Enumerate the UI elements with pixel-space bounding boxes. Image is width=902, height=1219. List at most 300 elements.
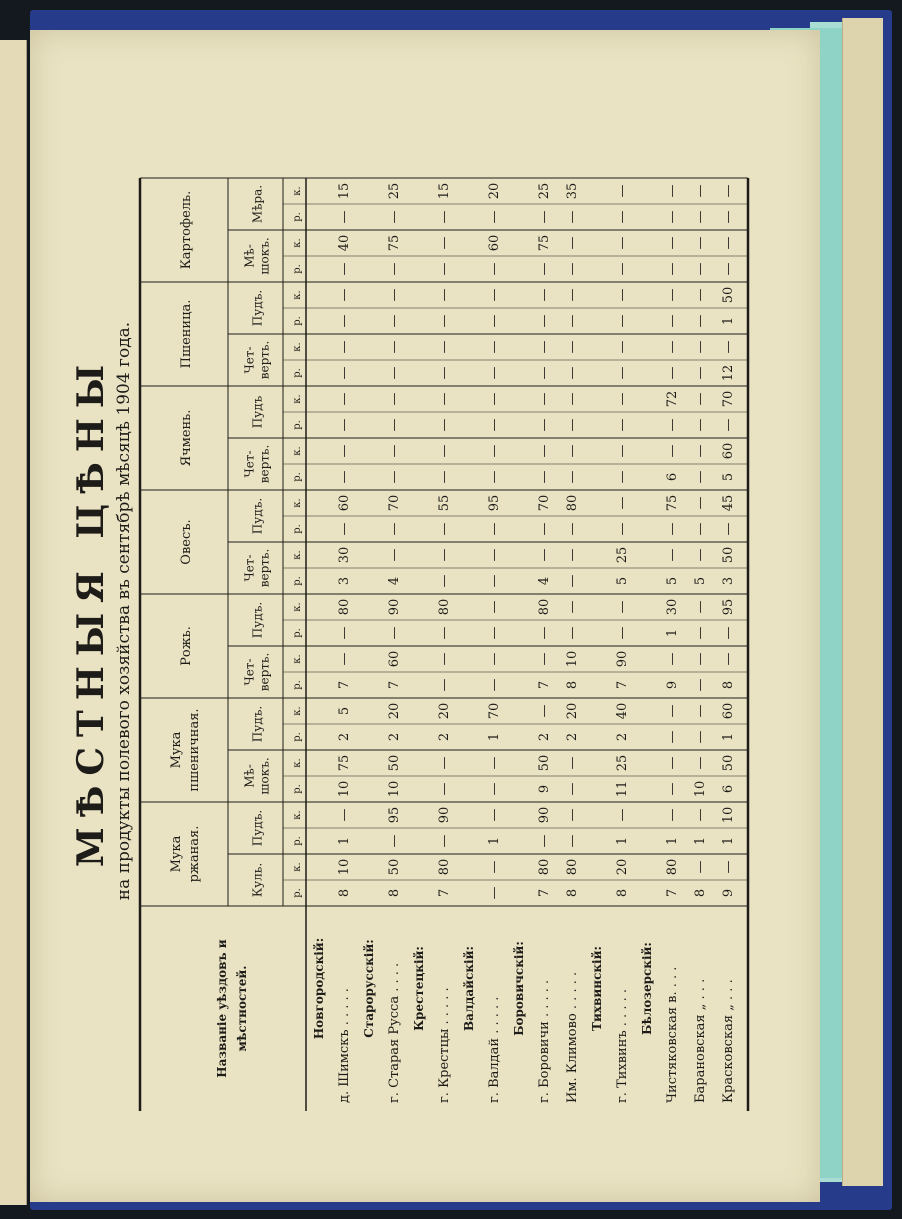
price-cell: —: [693, 366, 708, 380]
group-label: Рожь.: [179, 626, 194, 666]
unit-kopeks-label: к.: [292, 446, 303, 456]
price-table: [128, 151, 736, 1111]
price-cell: —: [537, 470, 552, 484]
place-name: Барановская „ . . .: [693, 978, 708, 1103]
price-cell: —: [437, 678, 452, 692]
price-cell: —: [387, 418, 402, 432]
price-cell: —: [565, 834, 580, 848]
place-name: г. Старая Русса . . . .: [387, 962, 402, 1103]
place-name: Им. Климово . . . . .: [565, 971, 580, 1103]
price-cell: —: [693, 210, 708, 224]
price-cell: —: [387, 288, 402, 302]
price-cell: 70: [487, 702, 502, 720]
price-cell: —: [337, 522, 352, 536]
price-cell: —: [565, 548, 580, 562]
price-cell: 20: [387, 702, 402, 720]
price-cell: —: [693, 652, 708, 666]
price-cell: —: [487, 860, 502, 874]
price-cell: 8: [387, 888, 402, 898]
price-cell: 80: [337, 598, 352, 616]
district-name: Тихвинскій:: [590, 946, 604, 1031]
unit-kopeks-label: к.: [292, 238, 303, 248]
price-cell: 8: [615, 888, 630, 898]
price-cell: —: [721, 652, 736, 666]
price-cell: 9: [665, 680, 680, 690]
price-cell: —: [387, 626, 402, 640]
price-cell: —: [337, 314, 352, 328]
price-cell: —: [487, 392, 502, 406]
price-cell: —: [565, 418, 580, 432]
unit-rubles-label: р.: [292, 628, 303, 638]
district-name: Бѣлозерскій:: [640, 942, 654, 1035]
price-cell: —: [437, 210, 452, 224]
place-name: г. Тихвинъ . . . . .: [615, 989, 630, 1103]
price-cell: —: [565, 470, 580, 484]
group-label: Ячмень.: [179, 409, 194, 467]
sub-header-label: верть.: [257, 340, 272, 380]
price-cell: —: [387, 834, 402, 848]
price-cell: —: [615, 236, 630, 250]
price-cell: —: [337, 470, 352, 484]
sub-header-label: верть.: [257, 652, 272, 692]
name-header-line-2: мѣстностей.: [235, 965, 249, 1052]
price-cell: —: [721, 626, 736, 640]
price-cell: 55: [437, 494, 452, 512]
price-cell: —: [693, 860, 708, 874]
left-page-edge: [0, 40, 27, 1205]
price-cell: —: [721, 262, 736, 276]
unit-kopeks-label: к.: [292, 498, 303, 508]
price-cell: 35: [565, 182, 580, 200]
sub-header-label: Мѣ-: [242, 244, 257, 268]
price-cell: —: [693, 730, 708, 744]
price-cell: 10: [693, 780, 708, 798]
price-cell: —: [693, 444, 708, 458]
price-cell: —: [437, 314, 452, 328]
price-cell: —: [665, 522, 680, 536]
price-cell: —: [693, 340, 708, 354]
price-cell: 75: [665, 494, 680, 512]
rotated-content: [70, 61, 770, 1111]
price-cell: 60: [337, 494, 352, 512]
price-cell: 25: [537, 182, 552, 200]
price-cell: 60: [721, 442, 736, 460]
district-name: Валдайскій:: [462, 946, 476, 1031]
price-cell: 1: [721, 836, 736, 846]
price-cell: 75: [537, 234, 552, 252]
unit-kopeks-label: к.: [292, 602, 303, 612]
sub-header-label: Пудъ.: [250, 497, 265, 535]
price-cell: —: [693, 548, 708, 562]
price-cell: 10: [565, 650, 580, 668]
price-cell: 1: [615, 836, 630, 846]
price-cell: 20: [615, 858, 630, 876]
price-cell: 15: [337, 182, 352, 200]
price-cell: —: [387, 470, 402, 484]
price-cell: —: [487, 678, 502, 692]
price-cell: 10: [387, 780, 402, 798]
price-cell: —: [615, 522, 630, 536]
price-cell: —: [537, 366, 552, 380]
price-cell: 75: [387, 234, 402, 252]
price-cell: 4: [537, 576, 552, 586]
price-cell: 2: [615, 732, 630, 742]
price-cell: —: [665, 704, 680, 718]
price-cell: —: [615, 496, 630, 510]
price-cell: —: [693, 522, 708, 536]
sub-header-label: Чет-: [242, 346, 257, 374]
price-cell: 90: [615, 650, 630, 668]
price-cell: 50: [537, 754, 552, 772]
price-cell: —: [387, 444, 402, 458]
price-cell: 30: [665, 598, 680, 616]
price-cell: —: [721, 522, 736, 536]
price-cell: 8: [565, 680, 580, 690]
price-cell: —: [437, 444, 452, 458]
sub-header-label: верть.: [257, 548, 272, 588]
price-cell: —: [615, 626, 630, 640]
price-cell: —: [537, 626, 552, 640]
price-cell: 2: [537, 732, 552, 742]
price-cell: —: [693, 678, 708, 692]
price-cell: 80: [437, 858, 452, 876]
price-cell: —: [437, 652, 452, 666]
price-cell: —: [437, 392, 452, 406]
price-cell: —: [487, 600, 502, 614]
price-cell: —: [537, 444, 552, 458]
price-cell: 45: [721, 494, 736, 512]
price-cell: 1: [487, 836, 502, 846]
price-cell: —: [615, 314, 630, 328]
price-cell: 6: [721, 784, 736, 794]
price-cell: —: [665, 548, 680, 562]
price-cell: 1: [337, 836, 352, 846]
place-name: г. Крестцы . . . . .: [437, 987, 452, 1103]
price-cell: —: [565, 340, 580, 354]
unit-kopeks-label: к.: [292, 810, 303, 820]
price-cell: —: [487, 262, 502, 276]
price-cell: —: [337, 392, 352, 406]
price-cell: —: [487, 314, 502, 328]
price-cell: —: [693, 418, 708, 432]
price-cell: —: [487, 574, 502, 588]
price-cell: 1: [665, 628, 680, 638]
price-cell: —: [721, 340, 736, 354]
price-cell: —: [693, 470, 708, 484]
price-cell: 40: [337, 234, 352, 252]
price-cell: —: [665, 184, 680, 198]
price-cell: —: [615, 340, 630, 354]
price-cell: 20: [487, 182, 502, 200]
price-cell: —: [487, 756, 502, 770]
unit-rubles-label: р.: [292, 472, 303, 482]
sub-header-label: Мѣ-: [242, 764, 257, 788]
unit-rubles-label: р.: [292, 784, 303, 794]
price-cell: —: [537, 652, 552, 666]
price-cell: —: [665, 236, 680, 250]
price-cell: —: [487, 340, 502, 354]
price-cell: —: [615, 808, 630, 822]
unit-rubles-label: р.: [292, 732, 303, 742]
price-cell: —: [565, 756, 580, 770]
price-cell: 1: [721, 316, 736, 326]
price-cell: —: [665, 366, 680, 380]
price-cell: —: [665, 262, 680, 276]
price-cell: —: [665, 808, 680, 822]
price-cell: —: [537, 418, 552, 432]
price-cell: —: [693, 808, 708, 822]
price-cell: 7: [615, 680, 630, 690]
price-cell: —: [487, 782, 502, 796]
unit-rubles-label: р.: [292, 420, 303, 430]
price-cell: —: [565, 366, 580, 380]
sub-header-label: верть.: [257, 444, 272, 484]
unit-kopeks-label: к.: [292, 394, 303, 404]
price-cell: 7: [537, 680, 552, 690]
price-cell: —: [487, 366, 502, 380]
price-cell: 50: [721, 754, 736, 772]
price-cell: —: [565, 522, 580, 536]
price-cell: —: [387, 548, 402, 562]
price-cell: —: [437, 262, 452, 276]
price-cell: —: [537, 704, 552, 718]
district-name: Боровичскій:: [512, 941, 526, 1036]
price-cell: 7: [437, 888, 452, 898]
sub-header-label: Мѣра.: [250, 184, 265, 224]
price-cell: —: [437, 548, 452, 562]
price-cell: 50: [387, 858, 402, 876]
unit-rubles-label: р.: [292, 836, 303, 846]
price-cell: —: [615, 184, 630, 198]
price-cell: 20: [565, 702, 580, 720]
price-cell: —: [721, 210, 736, 224]
price-cell: 90: [437, 806, 452, 824]
price-cell: —: [537, 834, 552, 848]
price-cell: —: [487, 444, 502, 458]
price-cell: —: [537, 210, 552, 224]
price-cell: 80: [437, 598, 452, 616]
sub-header-label: шокъ.: [257, 237, 272, 275]
price-cell: —: [387, 314, 402, 328]
price-cell: —: [615, 366, 630, 380]
price-cell: —: [487, 522, 502, 536]
price-cell: —: [337, 288, 352, 302]
price-cell: —: [487, 288, 502, 302]
unit-kopeks-label: к.: [292, 758, 303, 768]
price-cell: —: [337, 366, 352, 380]
price-cell: 6: [665, 472, 680, 482]
price-cell: 7: [665, 888, 680, 898]
price-cell: 9: [721, 888, 736, 898]
price-cell: —: [721, 860, 736, 874]
price-cell: 8: [337, 888, 352, 898]
price-cell: —: [615, 600, 630, 614]
unit-kopeks-label: к.: [292, 290, 303, 300]
unit-rubles-label: р.: [292, 680, 303, 690]
price-cell: —: [665, 314, 680, 328]
price-cell: 80: [537, 858, 552, 876]
price-cell: 60: [487, 234, 502, 252]
district-name: Старорусскій:: [362, 939, 376, 1038]
price-cell: —: [721, 236, 736, 250]
price-cell: —: [565, 262, 580, 276]
price-cell: —: [721, 418, 736, 432]
price-cell: —: [565, 808, 580, 822]
price-cell: 1: [693, 836, 708, 846]
price-cell: —: [665, 756, 680, 770]
price-cell: —: [487, 652, 502, 666]
price-cell: —: [337, 262, 352, 276]
district-name: Новгородскій:: [312, 937, 326, 1040]
price-cell: 9: [537, 784, 552, 794]
place-name: г. Боровичи . . . . .: [537, 979, 552, 1103]
unit-kopeks-label: к.: [292, 706, 303, 716]
price-cell: 3: [721, 576, 736, 586]
price-cell: —: [721, 184, 736, 198]
price-cell: —: [665, 782, 680, 796]
price-cell: —: [437, 756, 452, 770]
price-cell: —: [437, 834, 452, 848]
group-label: Мука: [169, 731, 184, 769]
price-cell: 2: [387, 732, 402, 742]
sub-header-label: Чет-: [242, 554, 257, 582]
sub-header-label: Пудъ: [250, 395, 265, 429]
price-cell: 40: [615, 702, 630, 720]
price-cell: —: [337, 808, 352, 822]
price-cell: 5: [721, 472, 736, 482]
price-cell: —: [537, 340, 552, 354]
sub-header-label: Пудъ.: [250, 289, 265, 327]
price-cell: —: [693, 496, 708, 510]
place-name: Красковская „ . . .: [721, 979, 736, 1103]
group-label: Картофель.: [179, 190, 194, 270]
sub-header-label: Пудъ.: [250, 705, 265, 743]
price-cell: —: [437, 366, 452, 380]
price-cell: —: [565, 392, 580, 406]
price-cell: —: [337, 652, 352, 666]
price-cell: —: [693, 314, 708, 328]
price-cell: 95: [487, 494, 502, 512]
unit-kopeks-label: к.: [292, 550, 303, 560]
price-cell: 50: [387, 754, 402, 772]
price-cell: —: [487, 808, 502, 822]
price-cell: 25: [615, 546, 630, 564]
unit-kopeks-label: к.: [292, 654, 303, 664]
price-cell: —: [665, 730, 680, 744]
unit-rubles-label: р.: [292, 212, 303, 222]
price-cell: —: [387, 340, 402, 354]
price-cell: 15: [437, 182, 452, 200]
price-cell: —: [337, 340, 352, 354]
unit-rubles-label: р.: [292, 316, 303, 326]
price-cell: —: [693, 392, 708, 406]
price-cell: —: [665, 210, 680, 224]
price-cell: —: [437, 522, 452, 536]
price-cell: —: [615, 392, 630, 406]
price-cell: 2: [437, 732, 452, 742]
price-cell: —: [565, 444, 580, 458]
price-cell: 25: [387, 182, 402, 200]
group-label: ржаная.: [187, 825, 202, 883]
price-cell: —: [665, 652, 680, 666]
price-cell: 75: [337, 754, 352, 772]
price-cell: —: [537, 262, 552, 276]
sub-header-label: Пудъ.: [250, 809, 265, 847]
price-cell: —: [337, 626, 352, 640]
price-cell: 70: [387, 494, 402, 512]
price-cell: —: [665, 288, 680, 302]
price-cell: —: [665, 444, 680, 458]
place-name: Чистяковская в. . . .: [665, 966, 680, 1103]
price-cell: —: [565, 314, 580, 328]
price-cell: 95: [721, 598, 736, 616]
unit-kopeks-label: к.: [292, 862, 303, 872]
price-cell: 5: [693, 576, 708, 586]
price-cell: 7: [337, 680, 352, 690]
price-cell: 25: [615, 754, 630, 772]
price-cell: —: [487, 886, 502, 900]
price-cell: 90: [537, 806, 552, 824]
price-cell: —: [693, 626, 708, 640]
price-cell: —: [387, 392, 402, 406]
price-cell: —: [537, 548, 552, 562]
sub-header-label: Пудъ.: [250, 601, 265, 639]
price-cell: —: [537, 392, 552, 406]
price-cell: —: [487, 470, 502, 484]
price-cell: —: [615, 210, 630, 224]
price-cell: 8: [693, 888, 708, 898]
price-cell: —: [537, 288, 552, 302]
price-cell: —: [437, 340, 452, 354]
price-cell: —: [487, 418, 502, 432]
name-header-line-1: Названіе уѣздовъ и: [215, 939, 229, 1078]
price-cell: 7: [537, 888, 552, 898]
price-cell: 95: [387, 806, 402, 824]
price-cell: —: [437, 626, 452, 640]
price-cell: 80: [565, 494, 580, 512]
price-cell: —: [337, 418, 352, 432]
price-cell: —: [437, 288, 452, 302]
price-cell: —: [693, 236, 708, 250]
price-cell: —: [487, 626, 502, 640]
page-edges: [842, 18, 883, 1186]
price-cell: 4: [387, 576, 402, 586]
price-cell: —: [565, 210, 580, 224]
price-cell: —: [615, 262, 630, 276]
price-cell: —: [565, 600, 580, 614]
price-cell: 1: [721, 732, 736, 742]
price-cell: 60: [387, 650, 402, 668]
price-cell: —: [437, 574, 452, 588]
price-cell: 70: [721, 390, 736, 408]
sub-header-label: Чет-: [242, 658, 257, 686]
price-cell: —: [537, 522, 552, 536]
group-label: Пшеница.: [179, 299, 194, 369]
price-cell: —: [337, 444, 352, 458]
group-label: Овесъ.: [179, 519, 194, 565]
district-name: Крестецкій:: [412, 946, 426, 1031]
price-cell: 12: [721, 364, 736, 382]
unit-rubles-label: р.: [292, 264, 303, 274]
price-cell: —: [387, 210, 402, 224]
price-cell: —: [337, 210, 352, 224]
price-cell: —: [387, 366, 402, 380]
price-cell: 10: [721, 806, 736, 824]
price-cell: —: [693, 704, 708, 718]
price-cell: —: [437, 470, 452, 484]
place-name: г. Валдай . . . . .: [487, 996, 502, 1103]
price-cell: —: [615, 470, 630, 484]
